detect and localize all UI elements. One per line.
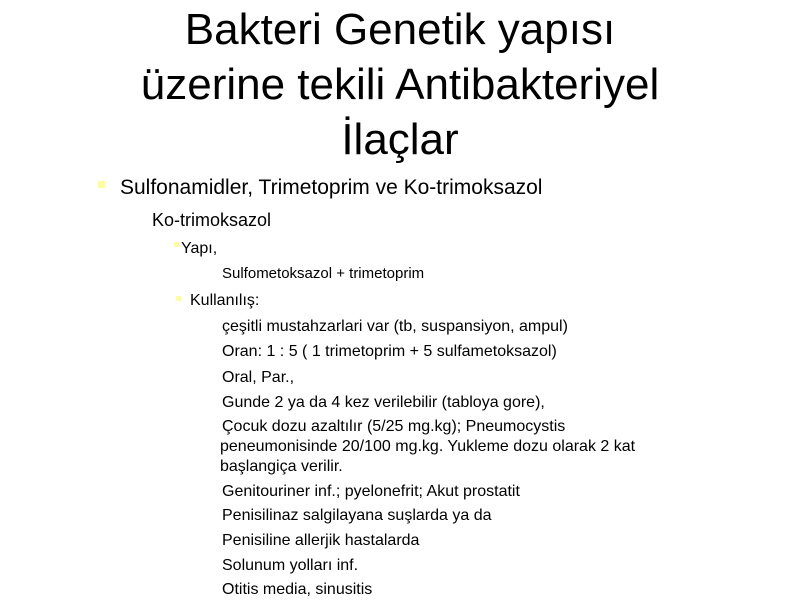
bullet-square-icon: [176, 296, 181, 301]
usage-item: Penisilinaz salgilayana suşlarda ya da: [222, 507, 492, 524]
bullet-square-icon: [98, 181, 105, 188]
usage-item: Otitis media, sinusitis: [222, 581, 373, 598]
usage-item: Gunde 2 ya da 4 kez verilebilir (tabloya gore),: [222, 394, 545, 411]
usage-item: Penisiline allerjik hastalarda: [222, 532, 420, 549]
usage-label: Kullanılış:: [190, 292, 260, 309]
bullet-level-2: Ko-trimoksazol: [152, 210, 272, 230]
bullet-level-1: Sulfonamidler, Trimetoprim ve Ko-trimoksazol: [120, 176, 543, 199]
usage-item: Genitouriner inf.; pyelonefrit; Akut prostatit: [222, 483, 520, 500]
bullet-square-icon: [174, 242, 179, 247]
usage-item: Çocuk dozu azaltılır (5/25 mg.kg); Pneumocystis: [222, 418, 566, 435]
slide-title: [40, 2, 760, 167]
usage-item: Solunum yolları inf.: [222, 557, 359, 574]
title-line-1: Bakteri Genetik yapısı: [184, 5, 616, 54]
usage-item: çeşitli mustahzarlari var (tb, suspansiyon, ampul): [222, 318, 568, 335]
structure-label: Yapı,: [181, 240, 218, 257]
title-line-3: İlaçlar: [341, 115, 459, 164]
structure-value: Sulfometoksazol + trimetoprim: [222, 265, 425, 282]
usage-item: Oral, Par.,: [222, 369, 295, 386]
title-line-2: üzerine tekili Antibakteriyel: [140, 60, 660, 109]
usage-item: Oran: 1 : 5 ( 1 trimetoprim + 5 sulfametoksazol): [222, 343, 557, 360]
usage-item-continued: başlangiça verilir.: [220, 458, 343, 475]
usage-item-continued: peneumonisinde 20/100 mg.kg. Yukleme dozu olarak 2 kat: [220, 438, 636, 455]
